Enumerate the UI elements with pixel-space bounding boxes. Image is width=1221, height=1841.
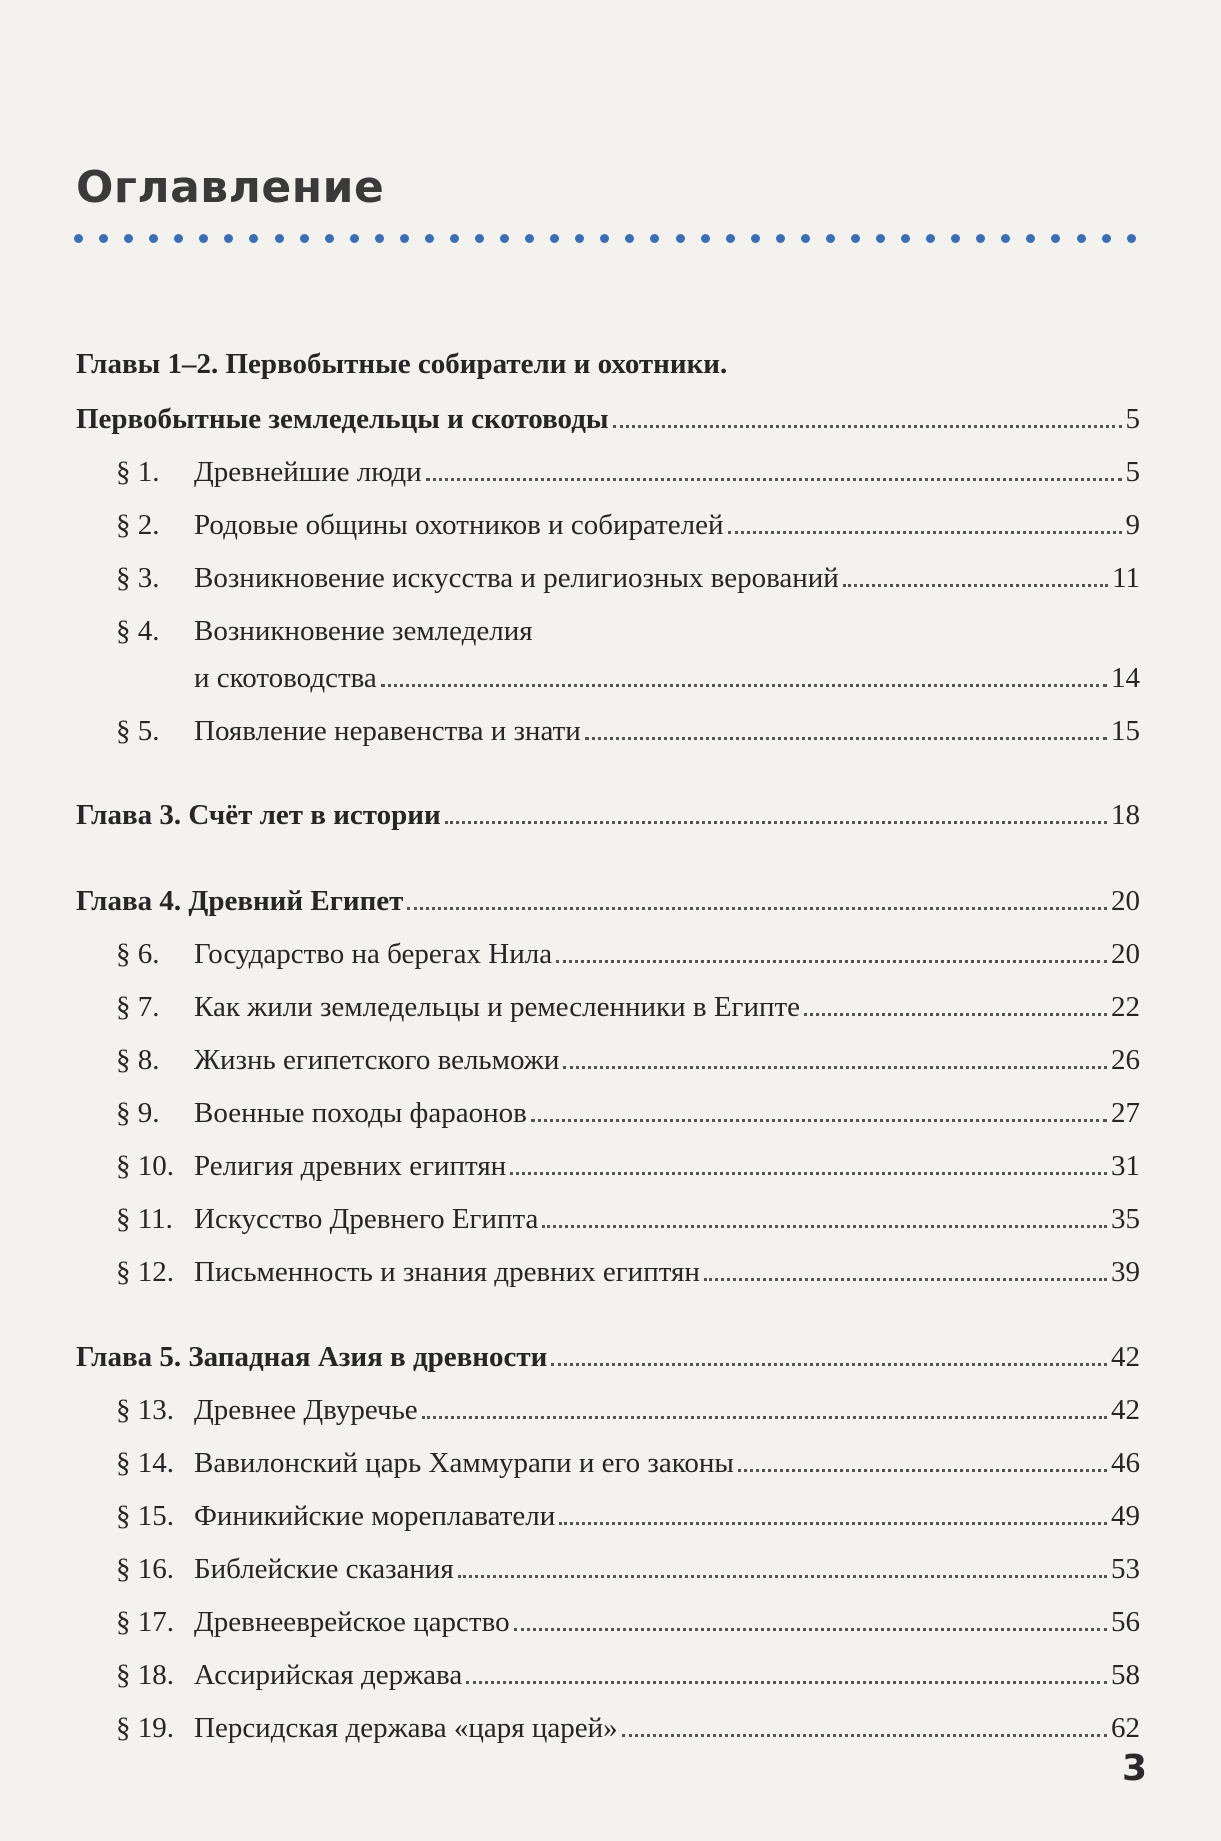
page-ref: 15 [1111,715,1140,747]
toc-item-s11[interactable] [116,1202,1140,1236]
dot-leader [514,1628,1107,1631]
toc-chapter-1-2-line2[interactable] [76,402,1140,436]
page-ref: 42 [1111,1341,1140,1373]
page-ref: 27 [1111,1097,1140,1129]
section-title: Родовые общины охотников и собирателей [194,509,724,541]
section-title: Жизнь египетского вельможи [194,1044,560,1076]
section-title: Появление неравенства и знати [194,715,581,747]
dot-leader [556,960,1107,963]
section-title: Древнееврейское царство [194,1606,510,1638]
section-number: § 10. [116,1150,174,1182]
page-ref: 11 [1112,562,1140,594]
dot-leader [804,1013,1107,1016]
dot-leader [738,1469,1107,1472]
page-ref: 20 [1111,885,1140,917]
chapter-title: Главы 1–2. Первобытные собиратели и охотники. [76,348,728,380]
divider-dot [475,234,484,243]
divider-dot [1077,234,1086,243]
section-number: § 6. [116,938,160,970]
dot-leader [466,1681,1107,1684]
page-ref: 49 [1111,1500,1140,1532]
section-title: Возникновение искусства и религиозных верований [194,562,839,594]
section-number: § 15. [116,1500,174,1532]
page-ref: 35 [1111,1203,1140,1235]
page-ref: 42 [1111,1394,1140,1426]
toc-item-s16[interactable] [116,1552,1140,1586]
dot-leader [559,1522,1107,1525]
chapter-title: Глава 5. Западная Азия в древности [76,1341,548,1373]
section-number: § 16. [116,1553,174,1585]
divider-dot [249,234,258,243]
divider-dot [676,234,685,243]
dot-leader [510,1172,1107,1175]
dot-leader [381,684,1107,687]
page-ref: 14 [1111,662,1140,694]
toc-item-s12[interactable] [116,1255,1140,1289]
divider-dot [350,234,359,243]
section-title: Персидская держава «царя царей» [194,1712,618,1744]
dot-leader [728,531,1122,534]
section-number: § 12. [116,1256,174,1288]
section-number: § 7. [116,991,160,1023]
page-ref: 58 [1111,1659,1140,1691]
page-ref: 53 [1111,1553,1140,1585]
dot-leader [843,584,1108,587]
section-title: Древнее Двуречье [194,1394,418,1426]
toc-item-s9[interactable] [116,1096,1140,1130]
section-title: Финикийские мореплаватели [194,1500,556,1532]
dot-leader [458,1575,1107,1578]
dot-leader [426,478,1122,481]
divider-dot [500,234,509,243]
dot-leader [542,1225,1107,1228]
divider-dot [74,234,83,243]
section-number: § 14. [116,1447,174,1479]
section-number: § 1. [116,456,160,488]
divider-dot [300,234,309,243]
dot-leader [704,1278,1107,1281]
toc-item-s6[interactable] [116,937,1140,971]
toc-heading: Оглавление [76,162,385,213]
toc-item-s7[interactable] [116,990,1140,1024]
divider-dot [600,234,609,243]
divider-dot [926,234,935,243]
divider-dot [625,234,634,243]
divider-dot [851,234,860,243]
toc-item-s15[interactable] [116,1499,1140,1533]
section-title: Государство на берегах Нила [194,938,553,970]
toc-item-s18[interactable] [116,1658,1140,1692]
divider-dot [1051,234,1060,243]
section-number: § 3. [116,562,160,594]
chapter-title: Глава 3. Счёт лет в истории [76,799,441,831]
page-ref: 5 [1125,456,1140,488]
section-number: § 17. [116,1606,174,1638]
toc-item-s10[interactable] [116,1149,1140,1183]
chapter-title: Первобытные земледельцы и скотоводы [76,403,609,435]
dot-leader [613,425,1122,428]
divider-dot [976,234,985,243]
dot-leader [622,1734,1107,1737]
divider-dot [425,234,434,243]
divider-dot [751,234,760,243]
divider-dot [575,234,584,243]
section-title: Вавилонский царь Хаммурапи и его законы [194,1447,734,1479]
divider-dot [325,234,334,243]
page-ref: 20 [1111,938,1140,970]
page-ref: 39 [1111,1256,1140,1288]
divider-dot [550,234,559,243]
divider-dot [951,234,960,243]
dot-leader [585,737,1107,740]
section-number: § 8. [116,1044,160,1076]
divider-dot [876,234,885,243]
divider-dot [776,234,785,243]
page-ref: 26 [1111,1044,1140,1076]
toc-item-s17[interactable] [116,1605,1140,1639]
toc-item-s2[interactable] [116,508,1140,542]
toc-item-s19[interactable] [116,1711,1140,1745]
page-ref: 18 [1111,799,1140,831]
divider-dot [1102,234,1111,243]
divider-dot [375,234,384,243]
divider-dot [826,234,835,243]
dot-leader [531,1119,1107,1122]
divider-dot [199,234,208,243]
page-ref: 22 [1111,991,1140,1023]
section-title: Искусство Древнего Египта [194,1203,539,1235]
divider-dot [726,234,735,243]
dot-leader [551,1363,1107,1366]
section-title: Письменность и знания древних египтян [194,1256,700,1288]
toc-chapter-1-2-line1[interactable] [76,347,1140,381]
toc-item-s8[interactable] [116,1043,1140,1077]
toc-item-s14[interactable] [116,1446,1140,1480]
divider-dot [450,234,459,243]
page-number: 3 [1122,1748,1148,1789]
divider-dot [174,234,183,243]
toc-item-s5[interactable] [116,714,1140,748]
dot-leader [422,1416,1107,1419]
page-ref: 5 [1125,403,1140,435]
section-number: § 11. [116,1203,173,1235]
section-number: § 4. [116,615,160,647]
section-title: Религия древних египтян [194,1150,507,1182]
section-number: § 2. [116,509,160,541]
divider-dot [650,234,659,243]
dot-leader [407,907,1107,910]
section-title: Как жили земледельцы и ремесленники в Египте [194,991,801,1023]
section-number: § 18. [116,1659,174,1691]
section-number: § 13. [116,1394,174,1426]
section-title: Библейские сказания [194,1553,454,1585]
toc-item-s3[interactable] [116,561,1140,595]
dotted-divider [74,232,1136,244]
dot-leader [445,821,1107,824]
section-title: и скотоводства [194,662,377,694]
section-title: Военные походы фараонов [194,1097,527,1129]
page-ref: 9 [1125,509,1140,541]
divider-dot [901,234,910,243]
divider-dot [701,234,710,243]
divider-dot [149,234,158,243]
section-number: § 19. [116,1712,174,1744]
divider-dot [801,234,810,243]
toc-item-s4-line1[interactable] [116,614,1140,648]
divider-dot [99,234,108,243]
page-ref: 31 [1111,1150,1140,1182]
section-number: § 9. [116,1097,160,1129]
toc-chapter-3[interactable] [76,798,1140,832]
divider-dot [400,234,409,243]
divider-dot [275,234,284,243]
divider-dot [525,234,534,243]
divider-dot [1127,234,1136,243]
divider-dot [124,234,133,243]
chapter-title: Глава 4. Древний Египет [76,885,404,917]
toc-item-s4-line2[interactable] [194,661,1140,695]
page-ref: 62 [1111,1712,1140,1744]
page-ref: 56 [1111,1606,1140,1638]
toc-item-s13[interactable] [116,1393,1140,1427]
toc-item-s1[interactable] [116,455,1140,489]
section-title: Древнейшие люди [194,456,422,488]
toc-chapter-5[interactable] [76,1340,1140,1374]
section-number: § 5. [116,715,160,747]
section-title: Возникновение земледелия [194,615,533,647]
dot-leader [563,1066,1107,1069]
divider-dot [1001,234,1010,243]
section-title: Ассирийская держава [194,1659,463,1691]
divider-dot [1026,234,1035,243]
page-ref: 46 [1111,1447,1140,1479]
toc-chapter-4[interactable] [76,884,1140,918]
divider-dot [224,234,233,243]
